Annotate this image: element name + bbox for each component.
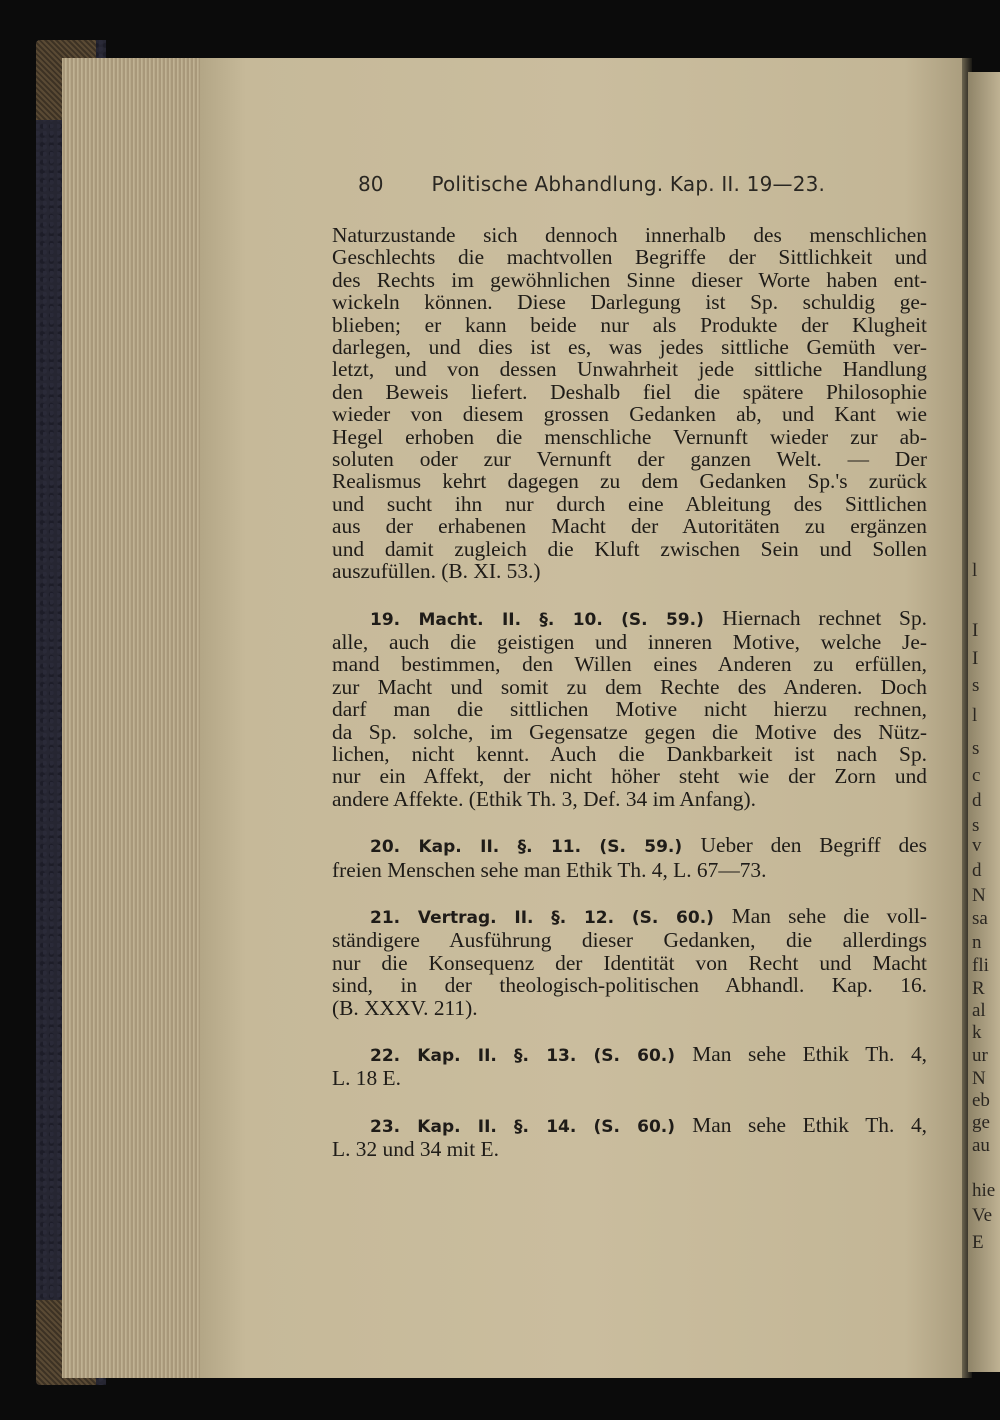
facing-page-fragment: hie — [972, 1180, 996, 1201]
text-line: darlegen, und dies ist es, was jedes sittliche Gemüth ver- — [332, 335, 927, 360]
facing-page-fragment: s — [972, 675, 980, 696]
facing-page-fragment: E — [972, 1232, 984, 1253]
facing-page-fragment: fli — [972, 955, 989, 976]
text-line: nur ein Affekt, der nicht höher steht wie der Zorn und — [332, 764, 927, 789]
text-line: darf man die sittlichen Motive nicht hierzu rechnen, — [332, 697, 927, 722]
text-line: nur die Konsequenz der Identität von Recht und Macht — [332, 950, 927, 975]
note-text: Ueber den Begriff des — [700, 833, 927, 858]
facing-page-fragment: ge — [972, 1112, 990, 1133]
text-line: Hegel erhoben die menschliche Vernunft wieder zur ab- — [332, 424, 927, 449]
facing-page-fragment: sa — [972, 908, 988, 929]
text-line: des Rechts im gewöhnlichen Sinne dieser Worte haben ent- — [332, 267, 927, 292]
facing-page-fragment: N — [972, 885, 986, 906]
facing-page-fragment: l — [972, 560, 978, 581]
text-line: freien Menschen sehe man Ethik Th. 4, L. 67—73. — [332, 857, 767, 882]
facing-page-fragment: d — [972, 790, 982, 811]
text-line: L. 18 E. — [332, 1066, 401, 1091]
note-22 — [332, 1043, 927, 1090]
text-line: alle, auch die geistigen und inneren Motive, welche Je- — [332, 629, 927, 654]
facing-page-fragment: l — [972, 705, 978, 726]
notes-section — [332, 607, 927, 1161]
text-line: Geschlechts die machtvollen Begriffe der Sittlichkeit und — [332, 245, 927, 270]
facing-page-fragment: R — [972, 978, 985, 999]
text-line: blieben; er kann beide nur als Produkte der Klugheit — [332, 312, 927, 337]
text-line: (B. XXXV. 211). — [332, 995, 478, 1020]
facing-page-fragment: ur — [972, 1045, 988, 1066]
running-title: Politische Abhandlung. Kap. II. 19—23. — [431, 172, 826, 196]
note-heading: 19. Macht. II. §. 10. (S. 59.) — [370, 609, 723, 630]
text-line: sind, in der theologisch-politischen Abhandl. Kap. 16. — [332, 973, 927, 998]
text-line: Realismus kehrt dagegen zu dem Gedanken Sp.'s zurück — [332, 469, 927, 494]
facing-page-fragment: au — [972, 1135, 990, 1156]
text-line: aus der erhabenen Macht der Autoritäten zu ergänzen — [332, 514, 927, 539]
note-heading: 20. Kap. II. §. 11. (S. 59.) — [370, 837, 701, 858]
text-line: und sucht ihn nur durch eine Ableitung des Sittlichen — [332, 491, 927, 516]
facing-page-fragment: k — [972, 1022, 982, 1043]
note-21 — [332, 905, 927, 1019]
note-heading: 22. Kap. II. §. 13. (S. 60.) — [370, 1046, 693, 1066]
text-line — [332, 1114, 927, 1138]
note-text: Man sehe die voll- — [731, 903, 927, 928]
text-line: da Sp. solche, im Gegensatze gegen die Motive des Nütz- — [332, 719, 927, 744]
text-line: lichen, nicht kennt. Auch die Dankbarkeit ist nach Sp. — [332, 741, 927, 766]
facing-page-fragment: s — [972, 815, 980, 836]
page-number: 80 — [358, 172, 384, 196]
text-line: ständigere Ausführung dieser Gedanken, die allerdings — [332, 928, 927, 953]
text-line: L. 32 und 34 mit E. — [332, 1137, 499, 1162]
note-text: Man sehe Ethik Th. 4, — [692, 1112, 927, 1137]
text-line — [332, 834, 927, 858]
text-line: den Beweis liefert. Deshalb fiel die spätere Philosophie — [332, 379, 927, 404]
note-heading: 21. Vertrag. II. §. 12. (S. 60.) — [370, 907, 732, 928]
facing-page-fragment: I — [972, 648, 979, 669]
note-text: Hiernach rechnet Sp. — [722, 605, 927, 630]
page-edges — [62, 58, 212, 1378]
text-line: mand bestimmen, den Willen eines Anderen zu erfüllen, — [332, 652, 927, 677]
facing-page-fragment: n — [972, 932, 982, 953]
text-line — [332, 905, 927, 929]
note-20 — [332, 834, 927, 881]
facing-page-fragment: N — [972, 1068, 986, 1089]
text-line: andere Affekte. (Ethik Th. 3, Def. 34 im Anfang). — [332, 786, 756, 811]
note-23 — [332, 1114, 927, 1161]
facing-page-fragment: v — [972, 835, 982, 856]
facing-page-fragment: s — [972, 738, 980, 759]
text-line: zur Macht und somit zu dem Rechte des Anderen. Doch — [332, 674, 927, 699]
facing-page-fragment: c — [972, 765, 981, 786]
note-text: Man sehe Ethik Th. 4, — [692, 1042, 927, 1066]
text-line: Naturzustande sich dennoch innerhalb des menschlichen — [332, 223, 927, 247]
text-line — [332, 607, 927, 631]
facing-page-fragment: al — [972, 1000, 986, 1021]
text-line: letzt, und von dessen Unwahrheit jede sittliche Handlung — [332, 357, 927, 382]
text-line: soluten oder zur Vernunft der ganzen Welt. — Der — [332, 447, 927, 472]
note-19 — [332, 607, 927, 811]
main-paragraph — [332, 224, 927, 583]
facing-page-edge — [968, 72, 1000, 1372]
text-line: auszufüllen. (B. XI. 53.) — [332, 559, 541, 584]
text-line: wickeln können. Diese Darlegung ist Sp. schuldig ge- — [332, 290, 927, 315]
text-line: und damit zugleich die Kluft zwischen Sein und Sollen — [332, 536, 927, 561]
text-line: wieder von diesem grossen Gedanken ab, und Kant wie — [332, 402, 927, 427]
facing-page-fragment: I — [972, 620, 979, 641]
facing-page-fragment: Ve — [972, 1205, 993, 1226]
facing-page-fragment: d — [972, 860, 982, 881]
page-header — [332, 172, 927, 196]
page-text — [332, 172, 927, 1161]
text-line — [332, 1043, 927, 1067]
note-heading: 23. Kap. II. §. 14. (S. 60.) — [370, 1116, 693, 1137]
facing-page-fragment: eb — [972, 1090, 990, 1111]
